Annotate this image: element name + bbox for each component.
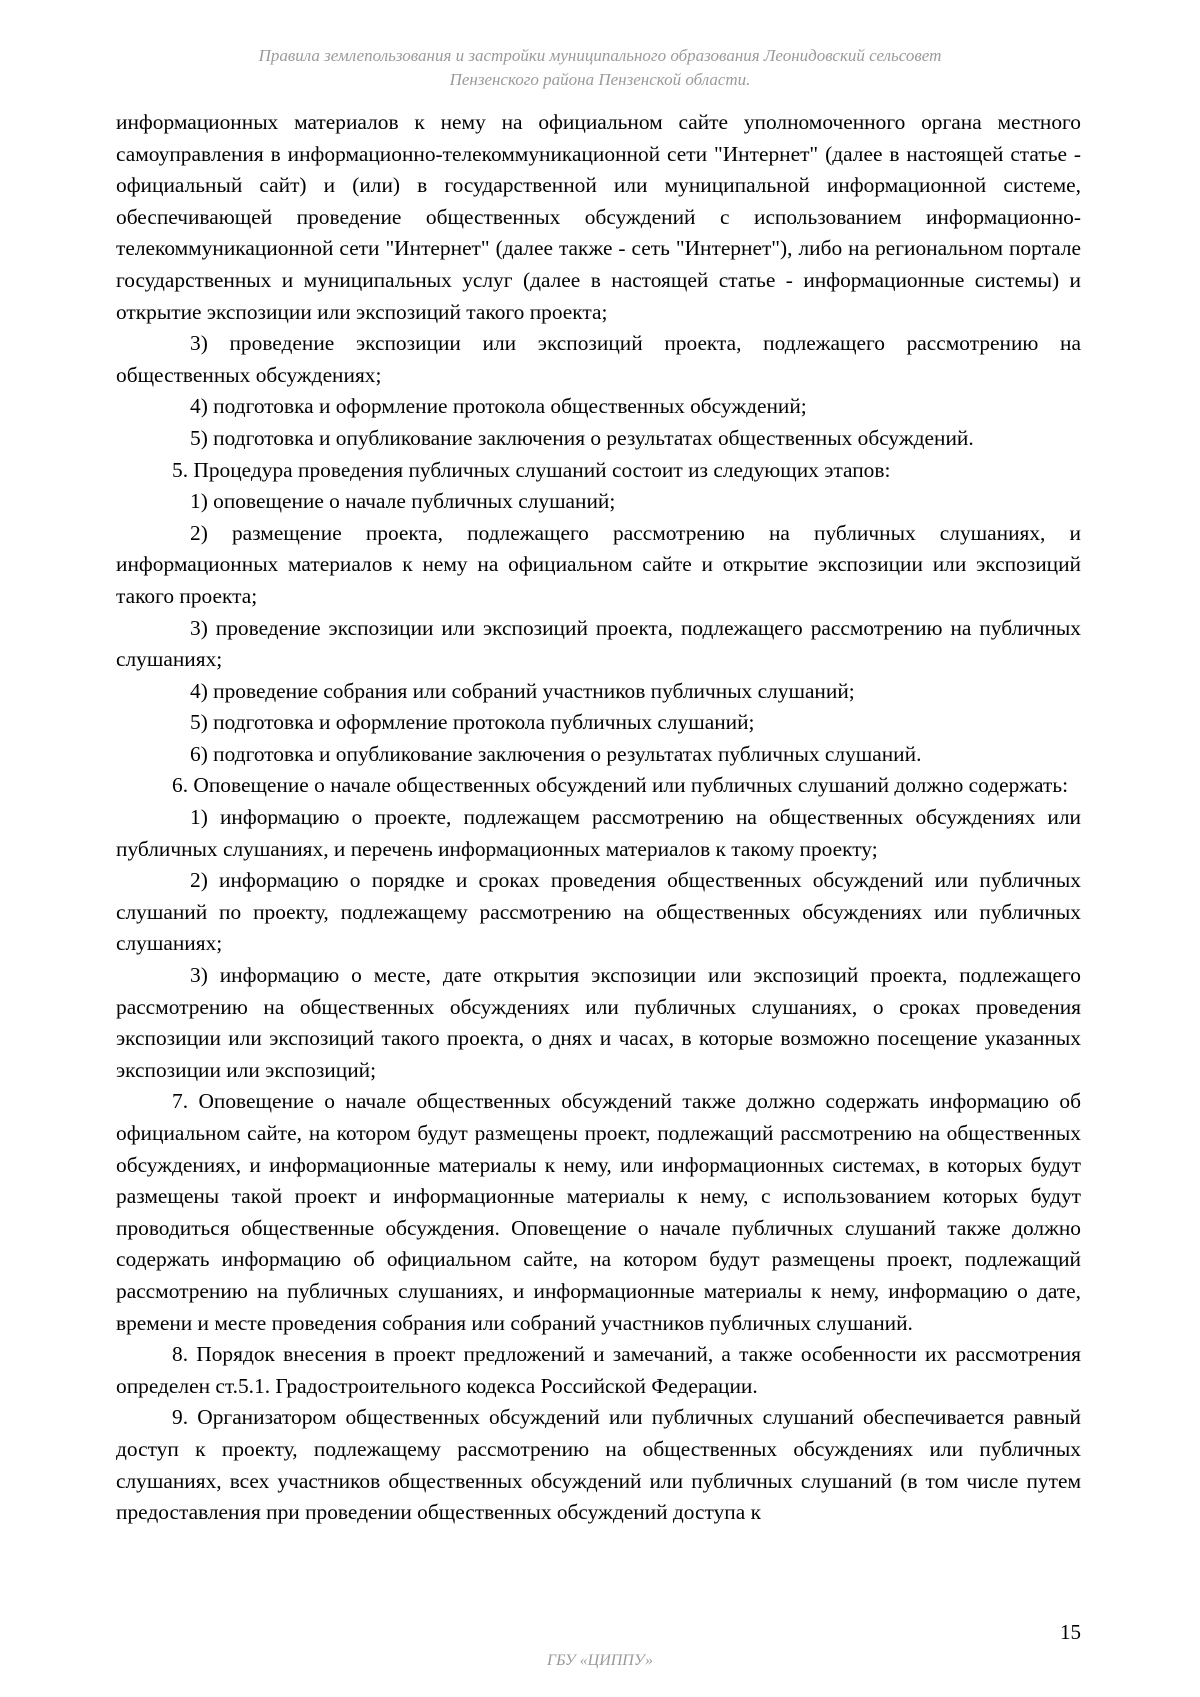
list-item-4-3: 3) проведение экспозиции или экспозиций проекта, подлежащего рассмотрению на общественных обсуждениях; [116, 331, 1081, 387]
list-item-5-4: 4) проведение собрания или собраний участников публичных слушаний; [190, 678, 855, 703]
clause-7: 7. Оповещение о начале общественных обсуждений также должно содержать информацию об официальном сайте, на котором будут размещены проект, подлежащий рассмотрению на общественных обсуждениях, и информационные материалы к нему, или информационных системах, в которых будут размещены такой проект и информационные материалы к нему, с использованием которых будут проводиться общественные обсуждения. Оповещение о начале публичных слушаний также должно содержать информацию об официальном сайте, на котором будут размещены проект, подлежащий рассмотрению на публичных слушаниях, и информационные материалы к нему, информацию о дате, времени и месте проведения собрания или собраний участников публичных слушаний. [116, 1089, 1081, 1335]
list-item-5-1: 1) оповещение о начале публичных слушаний; [190, 489, 616, 514]
running-header [0, 44, 1200, 92]
document-body [116, 107, 1081, 1529]
list-item-5-5: 5) подготовка и оформление протокола публичных слушаний; [190, 710, 755, 735]
list-item-5-6: 6) подготовка и опубликование заключения о результатах публичных слушаний. [190, 741, 922, 766]
list-item-4-5: 5) подготовка и опубликование заключения о результатах общественных обсуждений. [190, 425, 974, 450]
clause-6: 6. Оповещение о начале общественных обсуждений или публичных слушаний должно содержать: [172, 773, 1069, 798]
list-item-5-3: 3) проведение экспозиции или экспозиций проекта, подлежащего рассмотрению на публичных слушаниях; [116, 615, 1081, 672]
page-number: 15 [1060, 1620, 1081, 1644]
list-item-6-2: 2) информацию о порядке и сроках проведения общественных обсуждений или публичных слушаний по проекту, подлежащему рассмотрению на общественных обсуждениях или публичных слушаниях; [116, 868, 1081, 956]
running-header-line-2: Пензенского района Пензенской области. [449, 70, 751, 89]
clause-9: 9. Организатором общественных обсуждений или публичных слушаний обеспечивается равный доступ к проекту, подлежащему рассмотрению на общественных обсуждениях или публичных слушаниях, всех участников общественных обсуждений или публичных слушаний (в том числе путем предоставления при проведении общественных обсуждений доступа к [116, 1405, 1081, 1525]
list-item-4-4: 4) подготовка и оформление протокола общественных обсуждений; [190, 394, 807, 419]
list-item-6-3: 3) информацию о месте, дате открытия экспозиции или экспозиций проекта, подлежащего рассмотрению на общественных обсуждениях или публичных слушаниях, о сроках проведения экспозиции или экспозиций такого проекта, о днях и часах, в которые возможно посещение указанных экспозиции или экспозиций; [116, 963, 1081, 1082]
clause-5: 5. Процедура проведения публичных слушаний состоит из следующих этапов: [172, 457, 891, 482]
list-item-5-2: 2) размещение проекта, подлежащего рассмотрению на публичных слушаниях, и информационных материалов к нему на официальном сайте и открытие экспозиции или экспозиций такого проекта; [116, 520, 1081, 608]
list-item-6-1: 1) информацию о проекте, подлежащем рассмотрению на общественных обсуждениях или публичных слушаниях, и перечень информационных материалов к такому проекту; [116, 805, 1081, 861]
paragraph-continuation: информационных материалов к нему на официальном сайте уполномоченного органа местного самоуправления в информационно-телекоммуникационной сети "Интернет" (далее в настоящей статье - официальный сайт) и (или) в государственной или муниципальной информационной системе, обеспечивающей проведение общественных обсуждений с использованием информационно-телекоммуникационной сети "Интернет" (далее также - сеть "Интернет"), либо на региональном портале государственных и муниципальных услуг (далее в настоящей статье - информационные системы) и открытие экспозиции или экспозиций такого проекта; [116, 110, 1081, 324]
clause-8: 8. Порядок внесения в проект предложений и замечаний, а также особенности их рассмотрения определен ст.5.1. Градостроительного кодекса Российской Федерации. [116, 1342, 1081, 1398]
running-header-line-1: Правила землепользования и застройки муниципального образования Леонидовский сельсовет [258, 46, 942, 65]
running-footer: ГБУ «ЦИППУ» [546, 1652, 654, 1669]
